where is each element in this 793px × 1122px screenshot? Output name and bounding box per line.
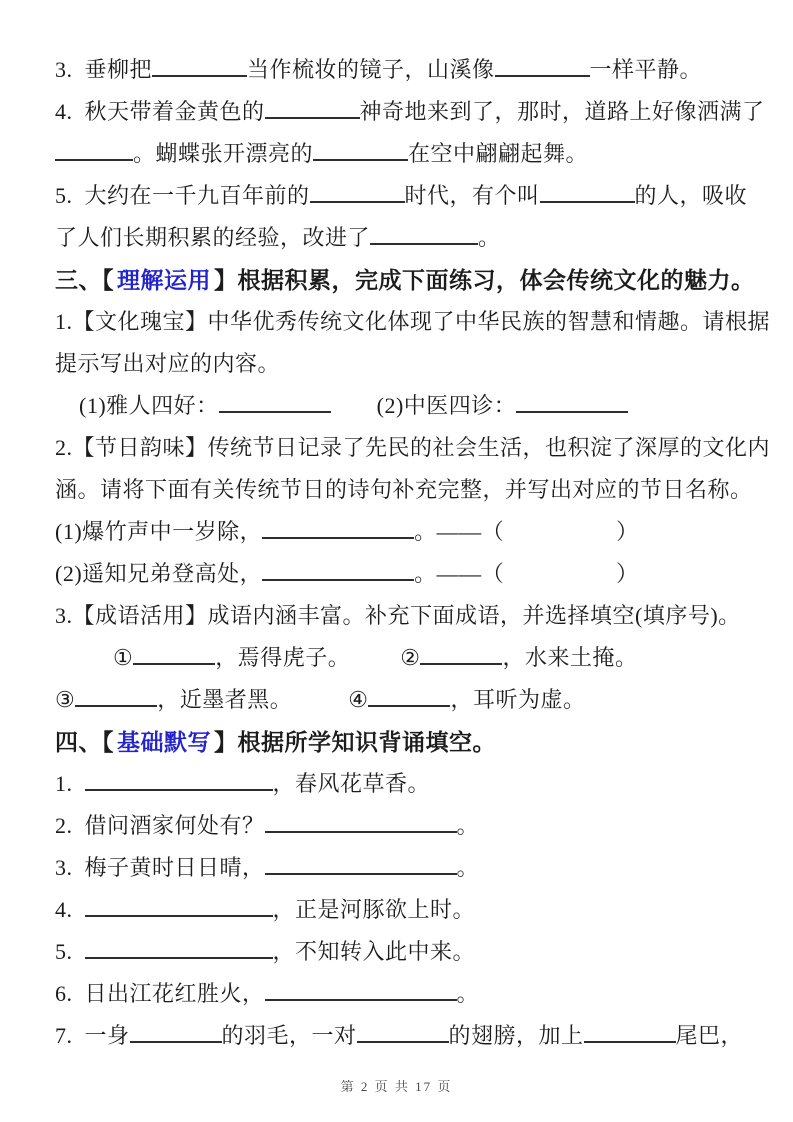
text-segment: 一样平静。 xyxy=(589,57,703,82)
fill-in-blank xyxy=(133,647,215,665)
text-segment: ① xyxy=(113,645,134,670)
line-q3 xyxy=(55,56,757,84)
text-segment: 三、【 xyxy=(55,267,114,293)
text-segment: 。——（ xyxy=(414,519,505,544)
text-segment: ③ xyxy=(55,687,76,712)
text-segment: 四、【 xyxy=(55,729,114,755)
text-segment: ，近墨者黑。 xyxy=(157,687,293,712)
line-s4q4 xyxy=(55,896,757,924)
fill-in-blank xyxy=(85,941,273,959)
text-segment: (1)雅人四好： xyxy=(79,393,219,418)
blank-gap xyxy=(504,523,616,539)
text-segment: ） xyxy=(616,561,639,586)
text-segment: 。 xyxy=(456,813,480,838)
document-body xyxy=(55,56,771,1064)
text-segment: 3. 垂柳把 xyxy=(55,57,153,82)
line-s4q2 xyxy=(55,812,757,840)
fill-in-blank xyxy=(219,395,331,413)
text-segment: 1. xyxy=(55,771,85,796)
line-s3q2-line2 xyxy=(55,476,757,504)
text-segment: 了人们长期积累的经验，改进了 xyxy=(55,225,371,250)
text-segment: 】根据所学知识背诵填空。 xyxy=(214,729,496,755)
fill-in-blank xyxy=(310,185,405,203)
fill-in-blank xyxy=(495,59,590,77)
text-segment: 。——（ xyxy=(414,561,505,586)
line-q5-line1 xyxy=(55,182,757,210)
text-segment: 5. xyxy=(55,939,85,964)
text-segment: ） xyxy=(616,519,639,544)
blank-gap xyxy=(504,565,616,581)
page-number-text: 第 2 页 共 17 页 xyxy=(340,1079,453,1094)
line-s4q5 xyxy=(55,938,757,966)
line-s3q3-idioms2 xyxy=(55,686,757,714)
text-segment: 7. 一身 xyxy=(55,1023,130,1048)
blank-gap xyxy=(292,691,348,707)
text-segment: 的人，吸收 xyxy=(634,183,748,208)
fill-in-blank xyxy=(584,1025,676,1043)
text-segment: 4. 秋天带着金黄色的 xyxy=(55,99,265,124)
text-segment: 。 xyxy=(478,225,501,250)
text-segment: 的羽毛，一对 xyxy=(221,1023,357,1048)
text-segment: 。 xyxy=(456,981,480,1006)
text-segment: 4. xyxy=(55,897,85,922)
text-segment: (2)中医四诊： xyxy=(376,393,517,418)
text-segment: 2. 借问酒家何处有？ xyxy=(55,813,265,838)
fill-in-blank xyxy=(368,689,450,707)
line-s3q3-line1 xyxy=(55,602,757,630)
fill-in-blank xyxy=(130,1025,222,1043)
highlight-keyword: 基础默写 xyxy=(117,730,211,755)
text-segment: 3.【成语活用】成语内涵丰富。补充下面成语，并选择填空(填序号)。 xyxy=(55,603,741,628)
line-q5-line2 xyxy=(55,224,757,252)
fill-in-blank xyxy=(85,899,273,917)
highlight-keyword: 理解运用 xyxy=(117,268,211,293)
line-section3-header xyxy=(55,266,757,294)
text-segment: 涵。请将下面有关传统节日的诗句补充完整，并写出对应的节日名称。 xyxy=(55,477,753,502)
text-segment: 3. 梅子黄时日日晴， xyxy=(55,855,265,880)
fill-in-blank xyxy=(262,563,414,581)
text-segment: 。蝴蝶张开漂亮的 xyxy=(133,141,314,166)
line-s3q1-line1 xyxy=(55,308,771,336)
fill-in-blank xyxy=(420,647,502,665)
fill-in-blank xyxy=(357,1025,449,1043)
fill-in-blank xyxy=(313,143,408,161)
line-s4q3 xyxy=(55,854,757,882)
text-segment: 6. 日出江花红胜火， xyxy=(55,981,265,1006)
text-segment: 1.【文化瑰宝】中华优秀传统文化体现了中华民族的智慧和情趣。请根据 xyxy=(55,309,771,334)
line-s3q2-line1 xyxy=(55,434,771,462)
line-s3q2-verse1 xyxy=(55,518,757,546)
fill-in-blank xyxy=(262,521,414,539)
text-segment: ④ xyxy=(348,687,369,712)
text-segment: ，正是河豚欲上时。 xyxy=(272,897,476,922)
text-segment: 。 xyxy=(456,855,480,880)
text-segment: 2.【节日韵味】传统节日记录了先民的社会生活，也积淀了深厚的文化内 xyxy=(55,435,771,460)
line-s3q1-line2 xyxy=(55,350,757,378)
fill-in-blank xyxy=(516,395,628,413)
blank-gap xyxy=(350,649,400,665)
text-segment: 当作梳妆的镜子，山溪像 xyxy=(247,57,495,82)
text-segment: (1)爆竹声中一岁除， xyxy=(55,519,263,544)
line-s3q1-blanks xyxy=(55,392,757,420)
text-segment: (2)遥知兄弟登高处， xyxy=(55,561,263,586)
fill-in-blank xyxy=(540,185,635,203)
page-footer xyxy=(0,1076,793,1095)
text-segment: 5. 大约在一千九百年前的 xyxy=(55,183,310,208)
fill-in-blank xyxy=(370,227,478,245)
text-segment: ② xyxy=(400,645,421,670)
text-segment: ，水来土掩。 xyxy=(502,645,638,670)
text-segment: 】根据积累，完成下面练习，体会传统文化的魅力。 xyxy=(214,267,755,293)
line-q4-line2 xyxy=(55,140,757,168)
line-section4-header xyxy=(55,728,757,756)
text-segment: 时代，有个叫 xyxy=(404,183,540,208)
text-segment: 在空中翩翩起舞。 xyxy=(408,141,589,166)
fill-in-blank xyxy=(152,59,247,77)
line-s3q2-verse2 xyxy=(55,560,757,588)
fill-in-blank xyxy=(85,773,273,791)
blank-gap xyxy=(331,397,377,413)
line-q4-line1 xyxy=(55,98,765,126)
fill-in-blank xyxy=(265,101,360,119)
fill-in-blank xyxy=(265,815,457,833)
text-segment: 的翅膀，加上 xyxy=(448,1023,584,1048)
text-segment: 提示写出对应的内容。 xyxy=(55,351,281,376)
text-segment: ，不知转入此中来。 xyxy=(272,939,476,964)
text-segment: ，春风花草香。 xyxy=(272,771,431,796)
text-segment: ，耳听为虚。 xyxy=(450,687,586,712)
text-segment: ，焉得虎子。 xyxy=(215,645,351,670)
line-s4q1 xyxy=(55,770,757,798)
line-s3q3-idioms1 xyxy=(55,644,757,672)
fill-in-blank xyxy=(75,689,157,707)
fill-in-blank xyxy=(55,143,133,161)
line-s4q7 xyxy=(55,1022,757,1050)
fill-in-blank xyxy=(265,983,457,1001)
line-s4q6 xyxy=(55,980,757,1008)
text-segment: 神奇地来到了，那时，道路上好像洒满了 xyxy=(359,99,765,124)
text-segment: 尾巴， xyxy=(675,1023,744,1048)
fill-in-blank xyxy=(265,857,457,875)
